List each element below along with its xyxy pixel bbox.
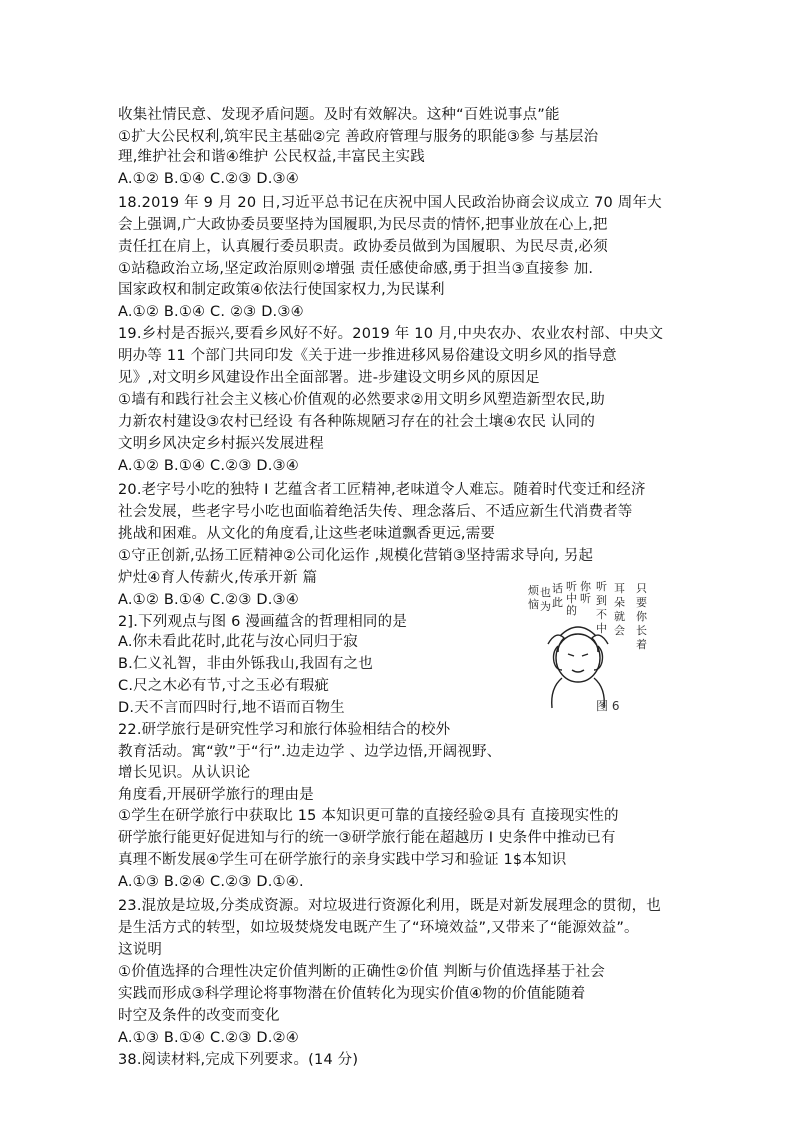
- text-line: ①守正创新,弘扬工匠精神②公司化运作 ,规模化营销③坚持需求导向, 另起: [118, 548, 594, 564]
- cartoon-text-col: 你: [580, 580, 591, 593]
- cartoon-text-col: 只: [636, 582, 647, 595]
- cartoon-text-col: 朵: [614, 596, 625, 609]
- cartoon-figure-6: [518, 580, 664, 718]
- text-line: 这说明: [118, 942, 163, 958]
- cartoon-text-col: 听: [596, 580, 607, 593]
- text-line: 力新农村建设③农村已经设 有各种陈规陋习存在的社会土壤④农民 认同的: [118, 414, 596, 430]
- text-line: 理,维护社会和谐④维护 公民权益,丰富民主实践: [118, 149, 425, 165]
- cartoon-text-col: 恼: [528, 598, 539, 611]
- text-line: 挑战和困难。从文化的角度看,让这些老味道飘香更远,需要: [118, 526, 496, 542]
- text-line: 真理不断发展④学生可在研学旅行的亲身实践中学习和验证 1$本知识: [118, 852, 567, 868]
- text-line: 19.乡村是否振兴,要看乡风好不好。2019 年 10 月,中央农办、农业农村部、中央文: [118, 326, 664, 342]
- cartoon-text-col: 此: [552, 596, 563, 609]
- cartoon-text-col: 你: [636, 610, 647, 623]
- text-line: A.①② B.①④ C.②③ D.③④: [118, 171, 299, 187]
- cartoon-text-col: 着: [636, 638, 647, 651]
- text-line: 见》,对文明乡风建设作出全面部署。进-步建设文明乡风的原因足: [118, 370, 540, 386]
- text-line: 是生活方式的转型，如垃圾焚烧发电既产生了“环境效益”,又带来了“能源效益”。: [118, 920, 639, 936]
- cartoon-text-col: 烦: [528, 584, 539, 597]
- cartoon-text-col: 的: [566, 604, 577, 617]
- cartoon-text-col: 话: [552, 582, 563, 595]
- text-line: ①扩大公民权利,筑牢民主基础②完 善政府管理与服务的职能③参 与基层治: [118, 129, 599, 145]
- text-line: A.①③ B.①④ C.②③ D.②④: [118, 1030, 299, 1046]
- text-line: A.①③ B.②④ C.②③ D.①④.: [118, 874, 304, 890]
- text-line: 社会发展，些老字号小吃也面临着绝活失传、理念落后、不适应新生代消费者等: [118, 504, 633, 520]
- cartoon-text-col: 耳: [614, 582, 625, 595]
- text-line: A.①② B.①④ C. ②③ D.③④: [118, 304, 304, 320]
- text-line: 时空及条件的改变而变化: [118, 1008, 280, 1024]
- cartoon-text-col: 会: [614, 624, 625, 637]
- cartoon-person: [548, 627, 608, 708]
- text-line: 角度看,开展研学旅行的理由是: [118, 787, 314, 803]
- text-line: 明办等 11 个部门共同印发《关于进一步推进移风易俗建设文明乡风的指导意: [118, 348, 617, 364]
- cartoon-text-col: 长: [636, 624, 647, 637]
- text-line: A.①② B.①④ C.②③ D.③④: [118, 592, 299, 608]
- text-line: ①学生在研学旅行中获取比 15 本知识更可靠的直接经验②具有 直接现实性的: [118, 808, 619, 824]
- cartoon-text-col: 听: [580, 592, 591, 605]
- text-line: 教育活动。寓“敦”于“行”.边走边学 、边学边悟,开阔视野、: [118, 744, 502, 760]
- text-line: ①站稳政治立场,坚定政治原则②增强 责任感使命感,勇于担当③直接参 加.: [118, 261, 594, 277]
- text-line: A.你未看此花时,此花与汝心同归于寂: [118, 634, 358, 650]
- text-line: 国家政权和制定政策④依法行使国家权力,为民谋利: [118, 282, 445, 298]
- text-line: 研学旅行能更好促进知与行的统一③研学旅行能在超越历 I 史条件中推动已有: [118, 830, 616, 846]
- figure-caption: 图 6: [596, 699, 620, 713]
- cartoon-text-col: 也: [540, 586, 551, 599]
- text-line: D.天不言而四时行,地不语而百物生: [118, 700, 345, 716]
- cartoon-text-col: 听: [566, 580, 577, 593]
- cartoon-text-col: 不: [596, 608, 607, 621]
- text-line: ①价值选择的合理性决定价值判断的正确性②价值 判断与价值选择基于社会: [118, 964, 605, 980]
- text-line: 炉灶④育人传薪火,传承开新 篇: [118, 570, 318, 586]
- text-line: 增长见识。从认识论: [118, 765, 251, 781]
- cartoon-text-col: 到: [596, 594, 607, 607]
- text-line: 2].下列观点与图 6 漫画蕴含的哲理相同的是: [118, 614, 408, 630]
- text-line: 20.老字号小吃的独特 I 艺蕴含者工匠精神,老味道令人难忘。随着时代变迁和经济: [118, 482, 646, 498]
- text-line: ①墙有和践行社会主义核心价值观的必然要求②用文明乡风塑造新型农民,助: [118, 392, 605, 408]
- text-line: A.①② B.①④ C.②③ D.③④: [118, 458, 299, 474]
- text-line: B.仁义礼智，非由外铄我山,我固有之也: [118, 656, 373, 672]
- text-line: 文明乡风决定乡村振兴发展进程: [118, 436, 324, 452]
- text-line: 23.混放是垃圾,分类成资源。对垃圾进行资源化利用，既是对新发展理念的贯彻，也: [118, 898, 661, 914]
- text-line: 收集社情民意、发现矛盾问题。及时有效解决。这种“百姓说事点”能: [118, 107, 560, 123]
- text-line: C.尺之木必有节,寸之玉必有瑕疵: [118, 678, 330, 694]
- text-line: 22.研学旅行是研究性学习和旅行体验相结合的校外: [118, 722, 451, 738]
- text-line: 责任扛在肩上，认真履行委员职责。政协委员做到为国履职、为民尽责,必须: [118, 239, 608, 255]
- cartoon-text-col: 为: [540, 600, 551, 613]
- text-line: 会上强调,广大政协委员要坚持为国履职,为民尽责的情怀,把事业放在心上,把: [118, 217, 608, 233]
- cartoon-text-col: 要: [636, 596, 647, 609]
- text-line: 38.阅读材料,完成下列要求。(14 分): [118, 1052, 359, 1068]
- cartoon-text-col: 中: [566, 592, 577, 605]
- text-line: 实践而形成③科学理论将事物潜在价值转化为现实价值④物的价值能随着: [118, 986, 586, 1002]
- cartoon-text-col: 中: [596, 622, 607, 635]
- cartoon-text-col: 就: [614, 610, 625, 623]
- text-line: 18.2019 年 9 月 20 日,习近平总书记在庆祝中国人民政治协商会议成立 70 周年大: [118, 195, 662, 211]
